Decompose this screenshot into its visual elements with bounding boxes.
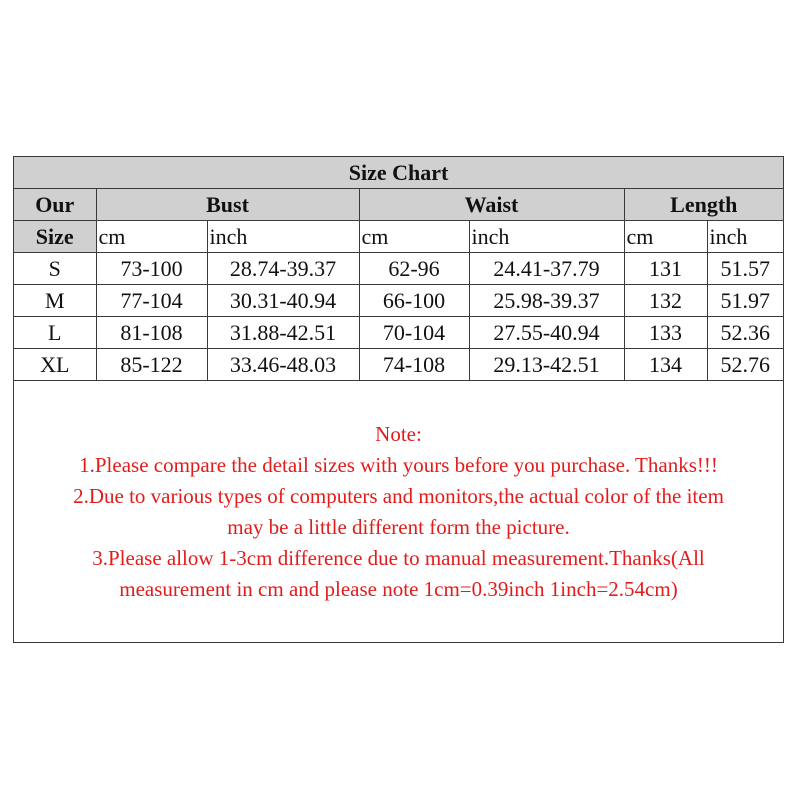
bust-inch-cell: 33.46-48.03	[207, 349, 359, 381]
table-row	[14, 253, 783, 285]
length-cm-cell: 134	[624, 349, 707, 381]
waist-inch-unit: inch	[469, 221, 624, 253]
waist-cm-cell: 70-104	[359, 317, 469, 349]
length-cm-unit: cm	[624, 221, 707, 253]
table-row	[14, 317, 783, 349]
waist-inch-cell: 24.41-37.79	[469, 253, 624, 285]
waist-cm-cell: 62-96	[359, 253, 469, 285]
size-table	[14, 157, 783, 381]
size-cell: M	[14, 285, 96, 317]
length-cm-cell: 131	[624, 253, 707, 285]
size-cell: L	[14, 317, 96, 349]
bust-inch-cell: 28.74-39.37	[207, 253, 359, 285]
waist-inch-cell: 29.13-42.51	[469, 349, 624, 381]
size-chart-title: Size Chart	[14, 157, 783, 189]
waist-cm-cell: 74-108	[359, 349, 469, 381]
note-heading: Note:	[375, 422, 422, 446]
length-header: Length	[624, 189, 783, 221]
unit-header-row	[14, 221, 783, 253]
size-chart-panel	[13, 156, 784, 643]
table-row	[14, 349, 783, 381]
bust-inch-cell: 30.31-40.94	[207, 285, 359, 317]
bust-inch-unit: inch	[207, 221, 359, 253]
notes-section	[14, 419, 783, 605]
note-line: 3.Please allow 1-3cm difference due to manual measurement.Thanks(All	[92, 546, 705, 570]
length-inch-cell: 52.76	[707, 349, 783, 381]
length-inch-cell: 51.57	[707, 253, 783, 285]
bust-inch-cell: 31.88-42.51	[207, 317, 359, 349]
note-line: 2.Due to various types of computers and monitors,the actual color of the item	[73, 484, 724, 508]
title-row	[14, 157, 783, 189]
length-cm-cell: 132	[624, 285, 707, 317]
length-cm-cell: 133	[624, 317, 707, 349]
bust-cm-cell: 77-104	[96, 285, 207, 317]
waist-cm-cell: 66-100	[359, 285, 469, 317]
size-header-line2: Size	[14, 221, 96, 253]
note-line: may be a little different form the picture.	[227, 515, 570, 539]
length-inch-cell: 52.36	[707, 317, 783, 349]
note-line: 1.Please compare the detail sizes with yours before you purchase. Thanks!!!	[79, 453, 718, 477]
bust-cm-cell: 73-100	[96, 253, 207, 285]
length-inch-cell: 51.97	[707, 285, 783, 317]
waist-inch-cell: 27.55-40.94	[469, 317, 624, 349]
size-cell: XL	[14, 349, 96, 381]
bust-cm-unit: cm	[96, 221, 207, 253]
bust-cm-cell: 81-108	[96, 317, 207, 349]
table-row	[14, 285, 783, 317]
note-line: measurement in cm and please note 1cm=0.39inch 1inch=2.54cm)	[119, 577, 678, 601]
waist-inch-cell: 25.98-39.37	[469, 285, 624, 317]
bust-cm-cell: 85-122	[96, 349, 207, 381]
length-inch-unit: inch	[707, 221, 783, 253]
size-cell: S	[14, 253, 96, 285]
size-header-line1: Our	[14, 189, 96, 221]
waist-header: Waist	[359, 189, 624, 221]
waist-cm-unit: cm	[359, 221, 469, 253]
bust-header: Bust	[96, 189, 359, 221]
group-header-row	[14, 189, 783, 221]
